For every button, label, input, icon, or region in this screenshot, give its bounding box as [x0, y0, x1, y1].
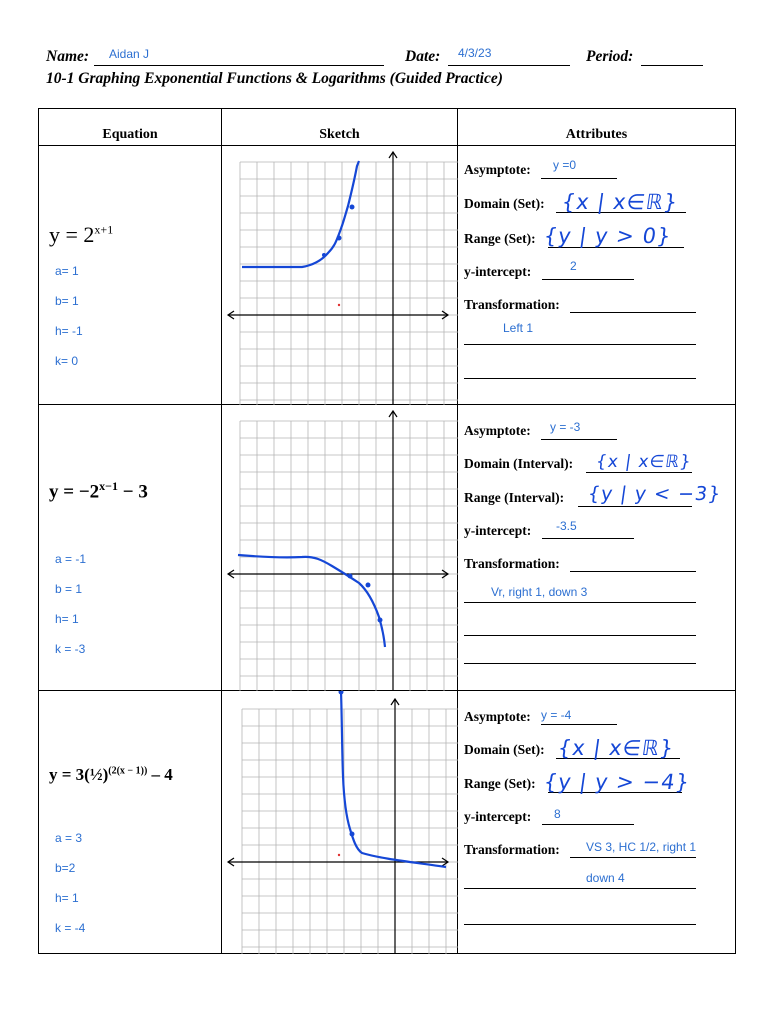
- param-b: b = 1: [55, 582, 83, 596]
- practice-table: [38, 108, 736, 954]
- domain-value[interactable]: {x | x∈ℝ}: [556, 736, 676, 760]
- asymptote-line: [541, 178, 617, 179]
- equation: $y = -2^{x-1} - 3$: [49, 479, 148, 503]
- equation: y = 3(½)$^{(2(x - 1))}$ – 4: [49, 765, 173, 784]
- range-label: Range (Set):: [464, 231, 536, 246]
- param-k: k = -3: [55, 642, 86, 656]
- blank-line: [464, 635, 696, 636]
- transformation-value[interactable]: Vr, right 1, down 3: [491, 585, 588, 599]
- blank-line: [464, 378, 696, 379]
- col-attributes: Attributes: [458, 109, 736, 146]
- transformation-value-2[interactable]: down 4: [586, 871, 625, 885]
- curve-point: [366, 583, 371, 588]
- param-a: a = -1: [55, 552, 87, 566]
- blank-line: [464, 602, 696, 603]
- origin-mark: [338, 854, 340, 856]
- transformation-line: [570, 312, 696, 313]
- range-line: [578, 506, 692, 507]
- sketch-graph[interactable]: [222, 691, 458, 954]
- sketch-cell: [222, 405, 458, 691]
- page-title: 10-1 Graphing Exponential Functions & Logarithms (Guided Practice): [46, 70, 503, 87]
- param-h: h= 1: [55, 891, 79, 905]
- y-intercept-label: y-intercept:: [464, 264, 532, 279]
- blank-line: [464, 344, 696, 345]
- range-label: Range (Interval):: [464, 490, 565, 505]
- param-a: a = 3: [55, 831, 83, 845]
- range-label: Range (Set):: [464, 776, 536, 791]
- curve-point: [348, 574, 353, 579]
- curve-point: [350, 205, 355, 210]
- grid: [228, 152, 458, 405]
- domain-line: [586, 472, 692, 473]
- transformation-label: Transformation:: [464, 556, 560, 571]
- blank-line: [464, 888, 696, 889]
- asymptote-line: [541, 724, 617, 725]
- param-k: k= 0: [55, 354, 79, 368]
- y-intercept-label: y-intercept:: [464, 523, 532, 538]
- y-intercept-value[interactable]: 8: [554, 807, 561, 821]
- name-field[interactable]: Aidan J: [109, 47, 150, 61]
- curve-point: [350, 832, 355, 837]
- param-a: a= 1: [55, 264, 79, 278]
- param-h: h= 1: [55, 612, 79, 626]
- transformation-value[interactable]: VS 3, HC 1/2, right 1: [586, 840, 697, 854]
- asymptote-label: Asymptote:: [464, 162, 531, 177]
- curve-point: [378, 618, 383, 623]
- curve-point: [339, 691, 344, 695]
- period-label: Period:: [586, 48, 634, 65]
- domain-label: Domain (Set):: [464, 196, 545, 211]
- name-line: [94, 65, 384, 66]
- asymptote-value[interactable]: y =0: [553, 158, 577, 172]
- col-equation: Equation: [39, 109, 222, 146]
- sketch-cell: [222, 691, 458, 954]
- origin-mark: [338, 304, 340, 306]
- asymptote-line: [541, 439, 617, 440]
- grid: [228, 411, 458, 691]
- param-b: b= 1: [55, 294, 79, 308]
- blank-line: [464, 924, 696, 925]
- y-intercept-line: [542, 279, 634, 280]
- domain-value[interactable]: {x | x∈ℝ}: [560, 190, 680, 214]
- col-sketch: Sketch: [222, 109, 458, 146]
- range-value[interactable]: {y | y > 0}: [542, 224, 673, 248]
- attributes-cell: [458, 146, 736, 405]
- curve: [341, 691, 446, 867]
- param-b: b=2: [55, 861, 76, 875]
- asymptote-label: Asymptote:: [464, 423, 531, 438]
- equation: $y = 2^{x+1}$: [49, 222, 114, 247]
- transformation-value[interactable]: Left 1: [503, 321, 534, 335]
- period-line[interactable]: [641, 65, 703, 66]
- date-line: [448, 65, 570, 66]
- curve: [242, 161, 359, 267]
- domain-label: Domain (Interval):: [464, 456, 574, 471]
- sketch-graph[interactable]: [222, 146, 458, 405]
- param-h: h= -1: [55, 324, 83, 338]
- date-label: Date:: [405, 48, 441, 65]
- equation-cell: [39, 146, 222, 405]
- asymptote-value[interactable]: y = -3: [550, 420, 581, 434]
- curve-point: [337, 236, 342, 241]
- transformation-label: Transformation:: [464, 842, 560, 857]
- y-intercept-value[interactable]: 2: [570, 259, 577, 273]
- range-value[interactable]: {y | y > −4}: [542, 770, 692, 794]
- y-intercept-label: y-intercept:: [464, 809, 532, 824]
- table-row: [39, 146, 736, 405]
- transformation-line: [570, 857, 696, 858]
- table-row: [39, 405, 736, 691]
- sketch-graph[interactable]: [222, 405, 458, 691]
- asymptote-label: Asymptote:: [464, 709, 531, 724]
- table-header-row: [39, 109, 736, 146]
- y-intercept-line: [542, 824, 634, 825]
- table-row: [39, 691, 736, 954]
- attributes-cell: [458, 691, 736, 954]
- transformation-label: Transformation:: [464, 297, 560, 312]
- attributes-cell: [458, 405, 736, 691]
- domain-value[interactable]: {x | x∈ℝ}: [594, 452, 693, 472]
- y-intercept-value[interactable]: -3.5: [556, 519, 577, 533]
- name-label: Name:: [46, 48, 90, 65]
- domain-label: Domain (Set):: [464, 742, 545, 757]
- transformation-line: [570, 571, 696, 572]
- blank-line: [464, 663, 696, 664]
- param-k: k = -4: [55, 921, 86, 935]
- y-intercept-line: [542, 538, 634, 539]
- sketch-cell: [222, 146, 458, 405]
- curve-point: [322, 253, 326, 257]
- curve: [238, 555, 385, 647]
- range-value[interactable]: {y | y < −3}: [586, 483, 723, 505]
- asymptote-value[interactable]: y = -4: [541, 708, 572, 722]
- equation-cell: [39, 691, 222, 954]
- equation-cell: [39, 405, 222, 691]
- date-field[interactable]: 4/3/23: [458, 46, 492, 60]
